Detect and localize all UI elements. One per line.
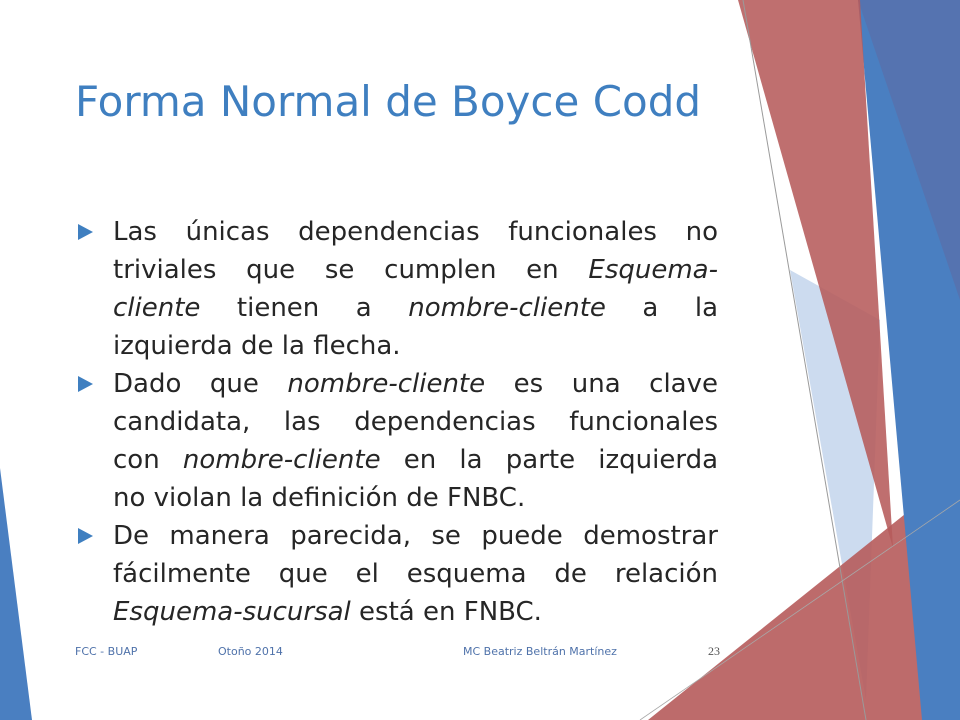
bullet-list [78, 213, 718, 631]
footer-institution: FCC - BUAP [75, 645, 138, 658]
text-segment: triviales que se cumplen en [113, 255, 589, 285]
bullet-arrow-icon [78, 376, 93, 392]
text-segment: con [113, 445, 183, 475]
bullet-line [113, 251, 718, 289]
bullet-line [113, 213, 718, 251]
bullet-line [113, 517, 718, 555]
text-segment: nombre-cliente [408, 293, 606, 323]
text-segment: nombre-cliente [182, 445, 381, 475]
bullet-text [113, 517, 718, 631]
bullet-line [113, 479, 718, 517]
text-segment: Las únicas dependencias funcionales no [113, 217, 718, 247]
bullet-line [113, 441, 718, 479]
bullet-item [78, 517, 718, 631]
bullet-line [113, 593, 718, 631]
text-segment: cliente [113, 293, 201, 323]
footer-author: MC Beatriz Beltrán Martínez [463, 645, 617, 658]
text-segment: es una clave [485, 369, 719, 399]
text-segment: fácilmente que el esquema de relación [113, 559, 718, 589]
bullet-line [113, 289, 718, 327]
bullet-arrow-icon [78, 224, 93, 240]
bullet-line [113, 365, 718, 403]
bullet-line [113, 555, 718, 593]
text-segment: De manera parecida, se puede demostrar [113, 521, 718, 551]
bullet-line [113, 403, 718, 441]
bullet-item [78, 213, 718, 365]
text-segment: izquierda de la flecha. [113, 331, 401, 361]
text-segment: Esquema- [588, 255, 718, 285]
bullet-arrow-icon [78, 528, 93, 544]
slide-title: Forma Normal de Boyce Codd [75, 77, 702, 126]
bullet-item [78, 365, 718, 517]
bullet-line [113, 327, 718, 365]
text-segment: tienen a [200, 293, 409, 323]
text-segment: en la parte izquierda [380, 445, 719, 475]
text-segment: nombre-cliente [287, 369, 486, 399]
slide-number: 23 [708, 644, 720, 658]
text-segment: candidata, las dependencias funcionales [113, 407, 718, 437]
bullet-text [113, 365, 718, 517]
footer-date: Otoño 2014 [218, 645, 283, 658]
text-segment: Esquema-sucursal [113, 597, 351, 627]
bullet-text [113, 213, 718, 365]
text-segment: a la [605, 293, 719, 323]
decor-left-blue-triangle [0, 468, 32, 720]
text-segment: está en FNBC. [350, 597, 542, 627]
text-segment: no violan la definición de FNBC. [113, 483, 526, 513]
text-segment: Dado que [113, 369, 288, 399]
